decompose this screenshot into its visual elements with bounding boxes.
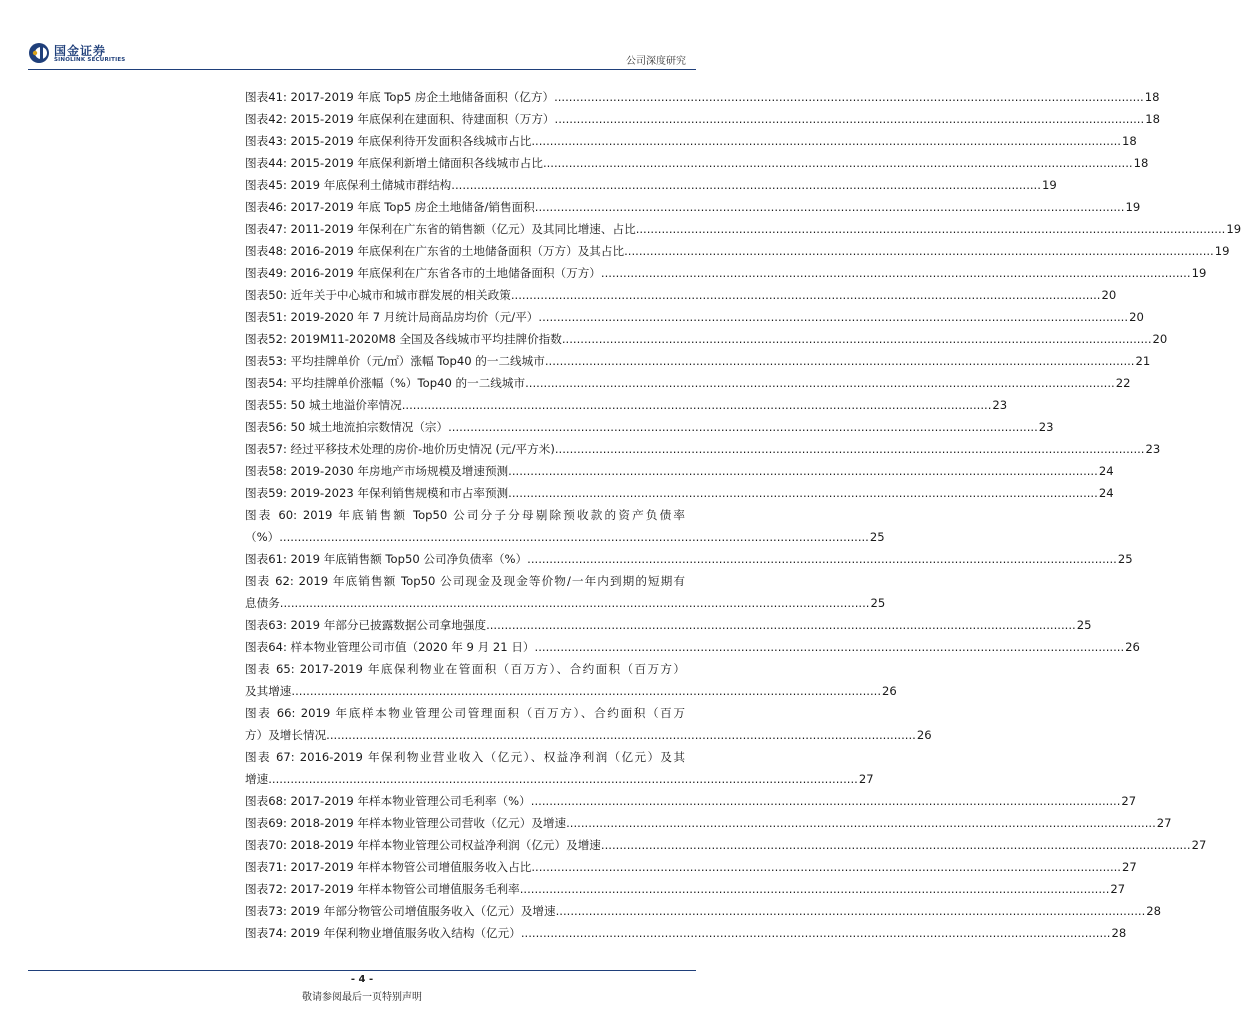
toc-entry-label: 图表51: — [245, 310, 287, 324]
toc-entry-label: 图表63: — [245, 618, 287, 632]
toc-entry-title: 2018-2019 年样本物业管理公司营收（亿元）及增速 — [290, 816, 567, 830]
leader-dots — [508, 460, 1098, 482]
toc-entry-title: 2019-2020 年 7 月统计局商品房均价（元/平） — [290, 310, 539, 324]
toc-entry-title: 2011-2019 年保利在广东省的销售额（亿元）及其同比增速、占比 — [290, 222, 636, 236]
toc-entry-label: 图表42: — [245, 112, 287, 126]
toc-entry-page: 27 — [1110, 882, 1126, 896]
toc-entry-page: 27 — [1122, 860, 1137, 874]
leader-dots — [521, 922, 1111, 944]
toc-entry-page: 22 — [1115, 376, 1131, 390]
toc-entry[interactable] — [245, 86, 1160, 108]
toc-entry-page: 24 — [1098, 464, 1114, 478]
toc-entry[interactable] — [245, 482, 1114, 504]
toc-entry-page: 19 — [1125, 200, 1141, 214]
leader-dots — [451, 174, 1041, 196]
leader-dots — [402, 394, 992, 416]
toc-entry-page: 20 — [1129, 310, 1144, 324]
toc-entry-label: 图表49: — [245, 266, 287, 280]
report-type-label: 公司深度研究 — [626, 56, 686, 67]
toc-entry-page: 23 — [1145, 442, 1161, 456]
toc-entry-title-line2: 增速 — [245, 772, 269, 786]
page-header — [0, 0, 724, 72]
toc-entry-page: 27 — [1121, 794, 1137, 808]
leader-dots — [291, 680, 881, 702]
toc-entry-page: 20 — [1101, 288, 1117, 302]
toc-entry-title: 2016-2019 年底保利在广东省的土地储备面积（万方）及其占比 — [290, 244, 625, 258]
leader-dots — [511, 284, 1101, 306]
toc-entry-title: 样本物业管理公司市值（2020 年 9 月 21 日） — [290, 640, 535, 654]
toc-entry-page: 20 — [1152, 332, 1168, 346]
toc-entry-title: 平均挂牌单价涨幅（%）Top40 的一二线城市 — [290, 376, 526, 390]
toc-entry-label: 图表48: — [245, 244, 287, 258]
footer-divider — [28, 970, 696, 971]
toc-entry-title-line2: 方）及增长情况 — [245, 728, 327, 742]
toc-entry-title-line1: 图表 62: 2019 年底销售额 Top50 公司现金及现金等价物/一年内到期的短期有 — [245, 574, 685, 588]
toc-entry-title: 2019 年部分物管公司增值服务收入（亿元）及增速 — [290, 904, 556, 918]
toc-entry[interactable] — [245, 372, 1131, 394]
toc-entry[interactable] — [245, 196, 1141, 218]
toc-entry-page: 26 — [882, 684, 897, 698]
toc-entry[interactable] — [245, 790, 1137, 812]
leader-dots — [531, 790, 1121, 812]
toc-entry-title: 2017-2019 年底 Top5 房企土地储备/销售面积 — [290, 200, 535, 214]
toc-entry[interactable] — [245, 174, 1057, 196]
company-logo — [28, 42, 138, 68]
leader-dots — [601, 262, 1191, 284]
toc-entry-label: 图表61: — [245, 552, 287, 566]
leader-dots — [535, 196, 1125, 218]
toc-entry-title: 2015-2019 年底保利待开发面积各线城市占比 — [290, 134, 532, 148]
toc-entry-label: 图表64: — [245, 640, 287, 654]
leader-dots — [566, 812, 1156, 834]
logo-chinese-name: 国金证券 — [54, 44, 107, 58]
toc-entry-page: 25 — [1076, 618, 1092, 632]
toc-entry-page: 19 — [1191, 266, 1207, 280]
toc-entry-label: 图表72: — [245, 882, 287, 896]
toc-entry-title: 2017-2019 年样本物管公司增值服务毛利率 — [290, 882, 520, 896]
toc-entry-title: 2019 年保利物业增值服务收入结构（亿元） — [290, 926, 521, 940]
leader-dots — [555, 438, 1145, 460]
leader-dots — [531, 130, 1121, 152]
toc-entry-label: 图表71: — [245, 860, 287, 874]
toc-entry-label: 图表57: — [245, 442, 287, 456]
toc-entry[interactable] — [245, 504, 885, 548]
logo-english-name: SINOLINK SECURITIES — [54, 57, 126, 63]
toc-entry[interactable] — [245, 702, 932, 746]
toc-entry-title: 2019 年底保利土储城市群结构 — [290, 178, 452, 192]
toc-entry-page: 27 — [1191, 838, 1207, 852]
toc-entry-title: 2017-2019 年样本物管公司增值服务收入占比 — [290, 860, 532, 874]
leader-dots — [486, 614, 1076, 636]
toc-entry-label: 图表50: — [245, 288, 287, 302]
leader-dots — [538, 306, 1128, 328]
toc-entry[interactable] — [245, 570, 886, 614]
leader-dots — [535, 636, 1125, 658]
toc-entry[interactable] — [245, 328, 1168, 350]
toc-entry-title: 2016-2019 年底保利在广东省各市的土地储备面积（万方） — [290, 266, 601, 280]
toc-entry-title-line1: 图表 65: 2017-2019 年底保利物业在管面积（百万方）、合约面积（百万方） — [245, 662, 685, 676]
toc-entry-title: 2019 年底销售额 Top50 公司净负债率（%） — [290, 552, 528, 566]
leader-dots — [525, 372, 1115, 394]
toc-entry[interactable] — [245, 812, 1172, 834]
leader-dots — [636, 218, 1226, 240]
leader-dots — [531, 856, 1121, 878]
toc-entry-title: 2017-2019 年底 Top5 房企土地储备面积（亿方） — [290, 90, 555, 104]
toc-entry-title-line2: 息债务 — [245, 596, 280, 610]
toc-entry-page: 28 — [1111, 926, 1127, 940]
leader-dots — [624, 240, 1214, 262]
toc-entry-page: 26 — [916, 728, 932, 742]
toc-entry[interactable] — [245, 306, 1144, 328]
leader-dots — [279, 526, 869, 548]
leader-dots — [556, 900, 1146, 922]
toc-entry-page: 23 — [992, 398, 1008, 412]
toc-entry[interactable] — [245, 416, 1054, 438]
leader-dots — [555, 108, 1145, 130]
toc-entry-label: 图表45: — [245, 178, 287, 192]
toc-entry-page: 23 — [1038, 420, 1054, 434]
toc-entry-label: 图表54: — [245, 376, 287, 390]
leader-dots — [562, 328, 1152, 350]
toc-entry-page: 27 — [1156, 816, 1172, 830]
toc-entry-page: 25 — [870, 596, 886, 610]
toc-entry-label: 图表44: — [245, 156, 287, 170]
toc-entry-title: 50 城土地溢价率情况 — [290, 398, 402, 412]
toc-entry-title: 2019M11-2020M8 全国及各线城市平均挂牌价指数 — [290, 332, 562, 346]
toc-entry-page: 18 — [1144, 90, 1160, 104]
toc-entry[interactable] — [245, 284, 1117, 306]
toc-entry[interactable] — [245, 834, 1207, 856]
toc-entry-title: 2018-2019 年样本物业管理公司权益净利润（亿元）及增速 — [290, 838, 601, 852]
toc-entry-title-line2: （%） — [245, 530, 280, 544]
toc-entry[interactable] — [245, 636, 1140, 658]
toc-entry-page: 25 — [869, 530, 885, 544]
toc-entry-label: 图表56: — [245, 420, 287, 434]
toc-entry-title: 近年关于中心城市和城市群发展的相关政策 — [290, 288, 511, 302]
toc-entry-label: 图表55: — [245, 398, 287, 412]
toc-entry[interactable] — [245, 548, 1133, 570]
toc-entry-label: 图表47: — [245, 222, 287, 236]
toc-entry[interactable] — [245, 130, 1137, 152]
toc-entry-title: 2015-2019 年底保利在建面积、待建面积（万方） — [290, 112, 555, 126]
toc-entry[interactable] — [245, 394, 1008, 416]
leader-dots — [448, 416, 1038, 438]
toc-entry-label: 图表68: — [245, 794, 287, 808]
toc-entry-label: 图表73: — [245, 904, 287, 918]
toc-entry-title: 50 城土地流拍宗数情况（宗） — [290, 420, 449, 434]
toc-entry-page: 25 — [1117, 552, 1133, 566]
toc-entry-page: 24 — [1098, 486, 1114, 500]
toc-entry-title-line1: 图表 60: 2019 年底销售额 Top50 公司分子分母剔除预收款的资产负债率 — [245, 508, 685, 522]
toc-entry-label: 图表53: — [245, 354, 287, 368]
toc-entry-label: 图表59: — [245, 486, 287, 500]
toc-entry-page: 21 — [1135, 354, 1151, 368]
toc-entry[interactable] — [245, 746, 874, 790]
toc-entry[interactable] — [245, 438, 1161, 460]
toc-entry-page: 19 — [1041, 178, 1057, 192]
toc-entry[interactable] — [245, 900, 1162, 922]
figure-list — [245, 86, 1241, 944]
toc-entry[interactable] — [245, 218, 1241, 240]
toc-entry-page: 18 — [1122, 134, 1137, 148]
toc-entry-label: 图表74: — [245, 926, 287, 940]
leader-dots — [554, 86, 1144, 108]
toc-entry[interactable] — [245, 152, 1149, 174]
toc-entry-title: 经过平移技术处理的房价-地价历史情况 (元/平方米) — [290, 442, 555, 456]
toc-entry[interactable] — [245, 350, 1151, 372]
toc-entry[interactable] — [245, 922, 1127, 944]
toc-entry-page: 19 — [1226, 222, 1241, 236]
disclaimer-text: 敬请参阅最后一页特别声明 — [302, 992, 422, 1003]
toc-entry[interactable] — [245, 614, 1092, 636]
toc-entry-title-line1: 图表 66: 2019 年底样本物业管理公司管理面积（百万方）、合约面积（百万 — [245, 706, 685, 720]
toc-entry-page: 18 — [1133, 156, 1149, 170]
leader-dots — [280, 592, 870, 614]
toc-entry-label: 图表52: — [245, 332, 287, 346]
toc-entry-title: 平均挂牌单价（元/㎡）涨幅 Top40 的一二线城市 — [290, 354, 545, 368]
header-divider — [28, 69, 696, 70]
toc-entry[interactable] — [245, 262, 1207, 284]
toc-entry-title-line1: 图表 67: 2016-2019 年保利物业营业收入（亿元）、权益净利润（亿元）及其 — [245, 750, 685, 764]
leader-dots — [545, 350, 1135, 372]
leader-dots — [601, 834, 1191, 856]
toc-entry-label: 图表70: — [245, 838, 287, 852]
toc-entry[interactable] — [245, 658, 897, 702]
toc-entry-title: 2019-2030 年房地产市场规模及增速预测 — [290, 464, 509, 478]
toc-entry[interactable] — [245, 108, 1160, 130]
toc-entry-title: 2019-2023 年保利销售规模和市占率预测 — [290, 486, 509, 500]
leader-dots — [527, 548, 1117, 570]
toc-entry-label: 图表43: — [245, 134, 287, 148]
toc-entry-page: 19 — [1214, 244, 1230, 258]
toc-entry-page: 26 — [1125, 640, 1140, 654]
toc-entry-label: 图表46: — [245, 200, 287, 214]
toc-entry-page: 27 — [858, 772, 874, 786]
leader-dots — [268, 768, 858, 790]
toc-entry[interactable] — [245, 878, 1126, 900]
toc-entry-label: 图表69: — [245, 816, 287, 830]
sinolink-logo-icon — [28, 42, 50, 64]
toc-entry[interactable] — [245, 460, 1114, 482]
toc-entry-page: 28 — [1146, 904, 1162, 918]
toc-entry-title-line2: 及其增速 — [245, 684, 292, 698]
toc-entry-title: 2015-2019 年底保利新增土储面积各线城市占比 — [290, 156, 543, 170]
leader-dots — [543, 152, 1133, 174]
toc-entry-title: 2017-2019 年样本物业管理公司毛利率（%） — [290, 794, 531, 808]
toc-entry[interactable] — [245, 856, 1137, 878]
toc-entry-label: 图表41: — [245, 90, 287, 104]
leader-dots — [326, 724, 916, 746]
toc-entry-label: 图表58: — [245, 464, 287, 478]
toc-entry-page: 18 — [1145, 112, 1160, 126]
toc-entry-title: 2019 年部分已披露数据公司拿地强度 — [290, 618, 487, 632]
leader-dots — [508, 482, 1098, 504]
toc-entry[interactable] — [245, 240, 1230, 262]
page-number: - 4 - — [350, 974, 374, 985]
leader-dots — [520, 878, 1110, 900]
